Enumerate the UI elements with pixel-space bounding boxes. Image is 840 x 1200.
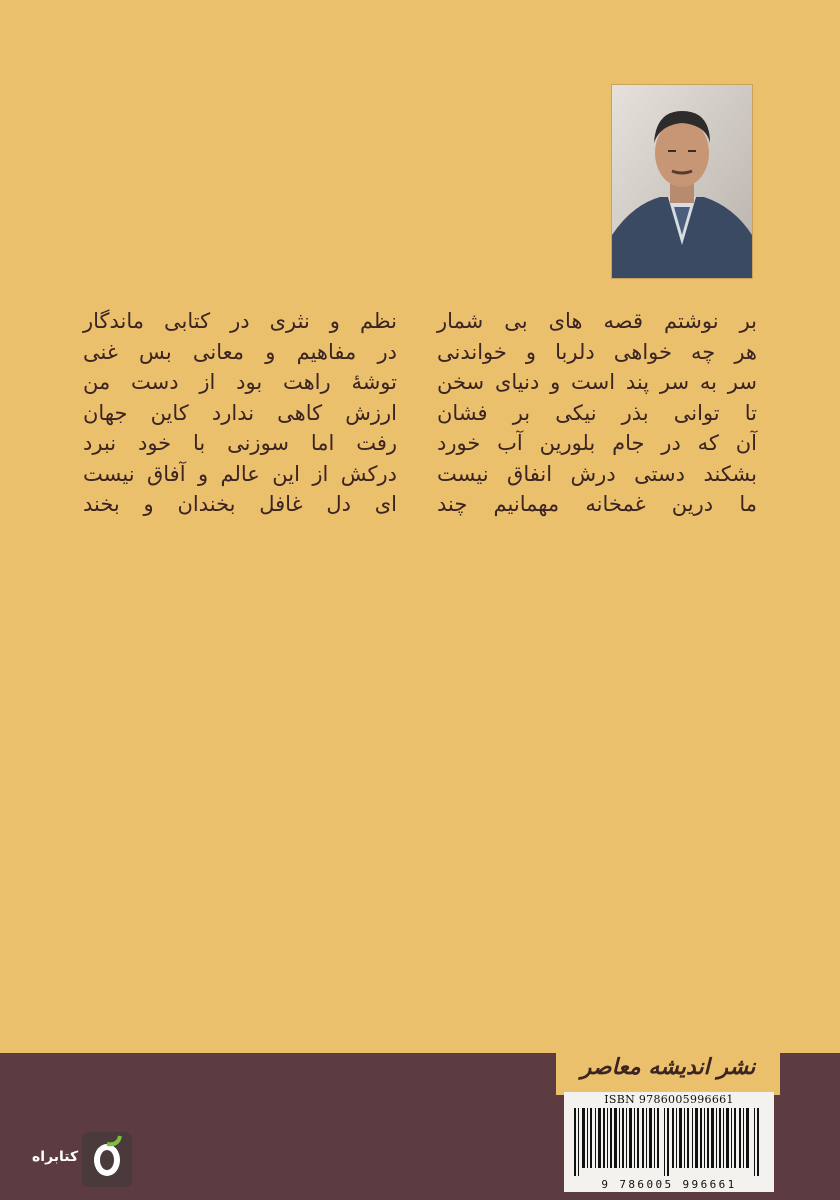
publisher-label <box>556 1039 780 1095</box>
leaf-icon <box>82 1132 132 1187</box>
author-portrait-graphic <box>612 85 752 278</box>
poem-line: هر چه خواهی دلربا و خواندنی <box>437 339 757 364</box>
poem-line: تا توانی بذر نیکی بر فشان <box>437 400 757 425</box>
poem-column-left <box>83 306 397 520</box>
isbn-barcode <box>564 1092 774 1192</box>
poem-line: نظم و نثری در کتابی ماندگار <box>83 309 397 333</box>
poem-line: بر نوشتم قصه های بی شمار <box>437 309 757 333</box>
author-photo <box>612 85 752 278</box>
publisher-name: نشر اندیشه معاصر <box>580 1054 756 1080</box>
poem-line: ارزش کاهی ندارد کاین جهان <box>83 400 397 425</box>
barcode-digits: 9 786005 996661 <box>601 1178 737 1191</box>
barcode-bars <box>564 1108 774 1176</box>
poem-line: آن که در جام بلورین آب خورد <box>437 431 757 455</box>
poem-line: ما درین غمخانه مهمانیم چند <box>437 492 757 516</box>
watermark-text: کتابراه <box>32 1149 79 1165</box>
poem-line: توشهٔ راهت بود از دست من <box>83 370 397 394</box>
poem-line: در مفاهیم و معانی بس غنی <box>83 339 397 364</box>
poem-line: رفت اما سوزنی با خود نبرد <box>83 431 397 455</box>
isbn-number: ISBN 9786005996661 <box>604 1093 734 1106</box>
poem-line: بشکند دستی درش انفاق نیست <box>437 461 757 486</box>
poem-line: ای دل غافل بخندان و بخند <box>83 492 397 516</box>
poem-line: درکش از این عالم و آفاق نیست <box>83 461 397 486</box>
poem-line: سر به سر پند است و دنیای سخن <box>437 370 757 394</box>
watermark-logo <box>82 1132 132 1187</box>
poem-column-right <box>437 306 757 520</box>
